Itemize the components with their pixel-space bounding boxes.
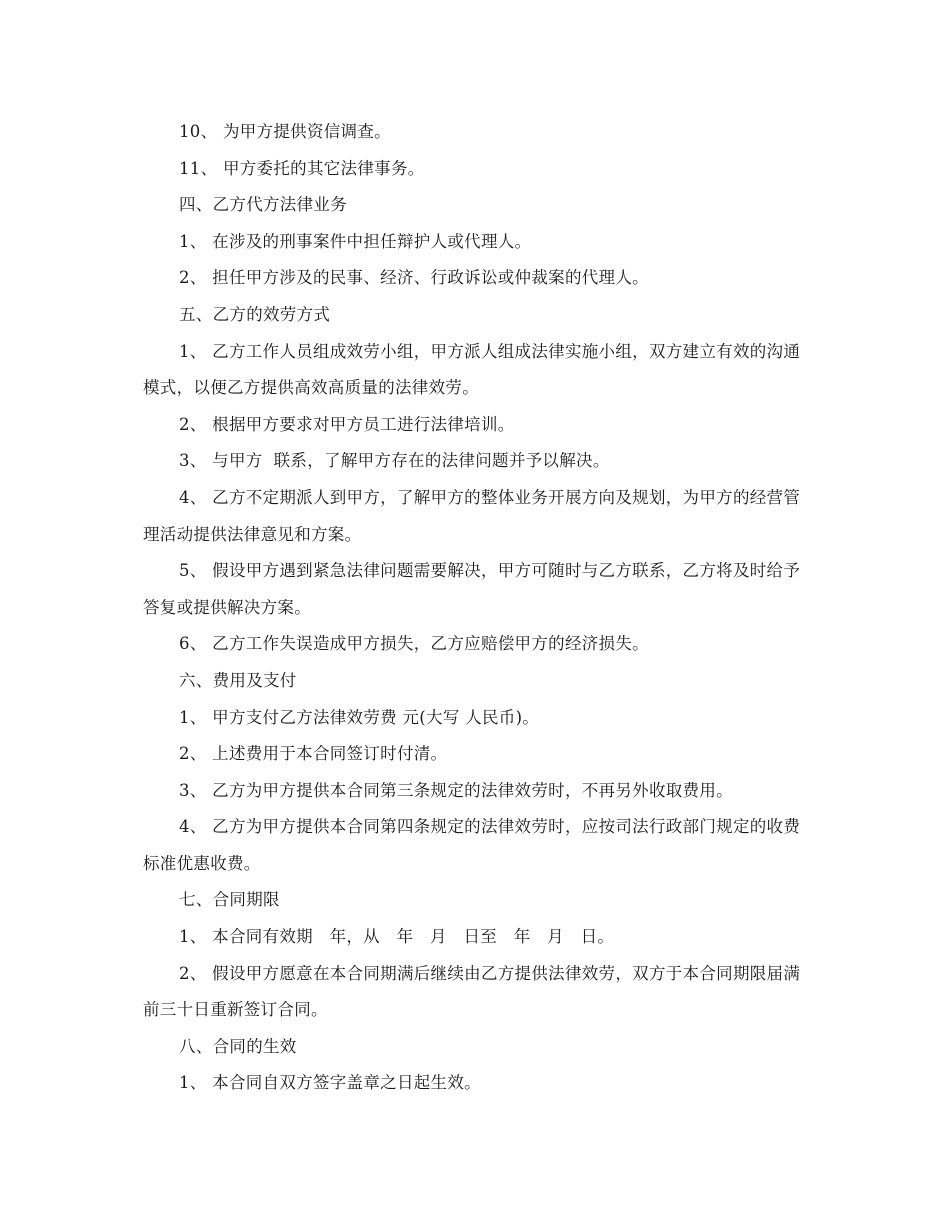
document-body [143, 114, 803, 1102]
paragraph: 1、 甲方支付乙方法律效劳费 元(大写 人民币)。 [179, 707, 540, 727]
paragraph: 3、 乙方为甲方提供本合同第三条规定的法律效劳时，不再另外收取费用。 [179, 780, 733, 800]
section-heading: 五、乙方的效劳方式 [179, 304, 331, 324]
paragraph: 10、 为甲方提供资信调查。 [179, 122, 391, 141]
paragraph: 3、 与甲方 联系，了解甲方存在的法律问题并予以解决。 [179, 451, 610, 471]
paragraph: 4、 乙方不定期派人到甲方，了解甲方的整体业务开展方向及规划，为甲方的经营管理活动提供法律意见和方案。 [143, 487, 801, 544]
section-heading: 六、费用及支付 [179, 670, 297, 690]
paragraph: 6、 乙方工作失误造成甲方损失，乙方应赔偿甲方的经济损失。 [179, 634, 649, 654]
section-heading: 四、乙方代方法律业务 [179, 195, 347, 215]
paragraph: 5、 假设甲方遇到紧急法律问题需要解决，甲方可随时与乙方联系，乙方将及时给予答复或提供解决方案。 [143, 561, 801, 617]
paragraph: 2、 根据甲方要求对甲方员工进行法律培训。 [179, 414, 515, 434]
paragraph: 1、 本合同有效期 年，从 年 月 日至 年 月 日。 [179, 927, 615, 947]
paragraph: 11、 甲方委托的其它法律事务。 [179, 158, 425, 178]
paragraph: 2、 担任甲方涉及的民事、经济、行政诉讼或仲裁案的代理人。 [179, 268, 649, 288]
section-heading: 七、合同期限 [179, 890, 280, 910]
paragraph: 1、 在涉及的刑事案件中担任辩护人或代理人。 [179, 231, 532, 251]
section-heading: 八、合同的生效 [179, 1036, 297, 1056]
paragraph: 2、 上述费用于本合同签订时付清。 [179, 744, 448, 764]
paragraph: 2、 假设甲方愿意在本合同期满后继续由乙方提供法律效劳，双方于本合同期限届满前三十日重新签订合同。 [143, 963, 801, 1020]
paragraph: 4、 乙方为甲方提供本合同第四条规定的法律效劳时，应按司法行政部门规定的收费标准优惠收费。 [143, 817, 801, 873]
paragraph: 1、 乙方工作人员组成效劳小组，甲方派人组成法律实施小组，双方建立有效的沟通模式，以便乙方提供高效高质量的法律效劳。 [143, 341, 801, 398]
paragraph: 1、 本合同自双方签字盖章之日起生效。 [179, 1073, 481, 1093]
